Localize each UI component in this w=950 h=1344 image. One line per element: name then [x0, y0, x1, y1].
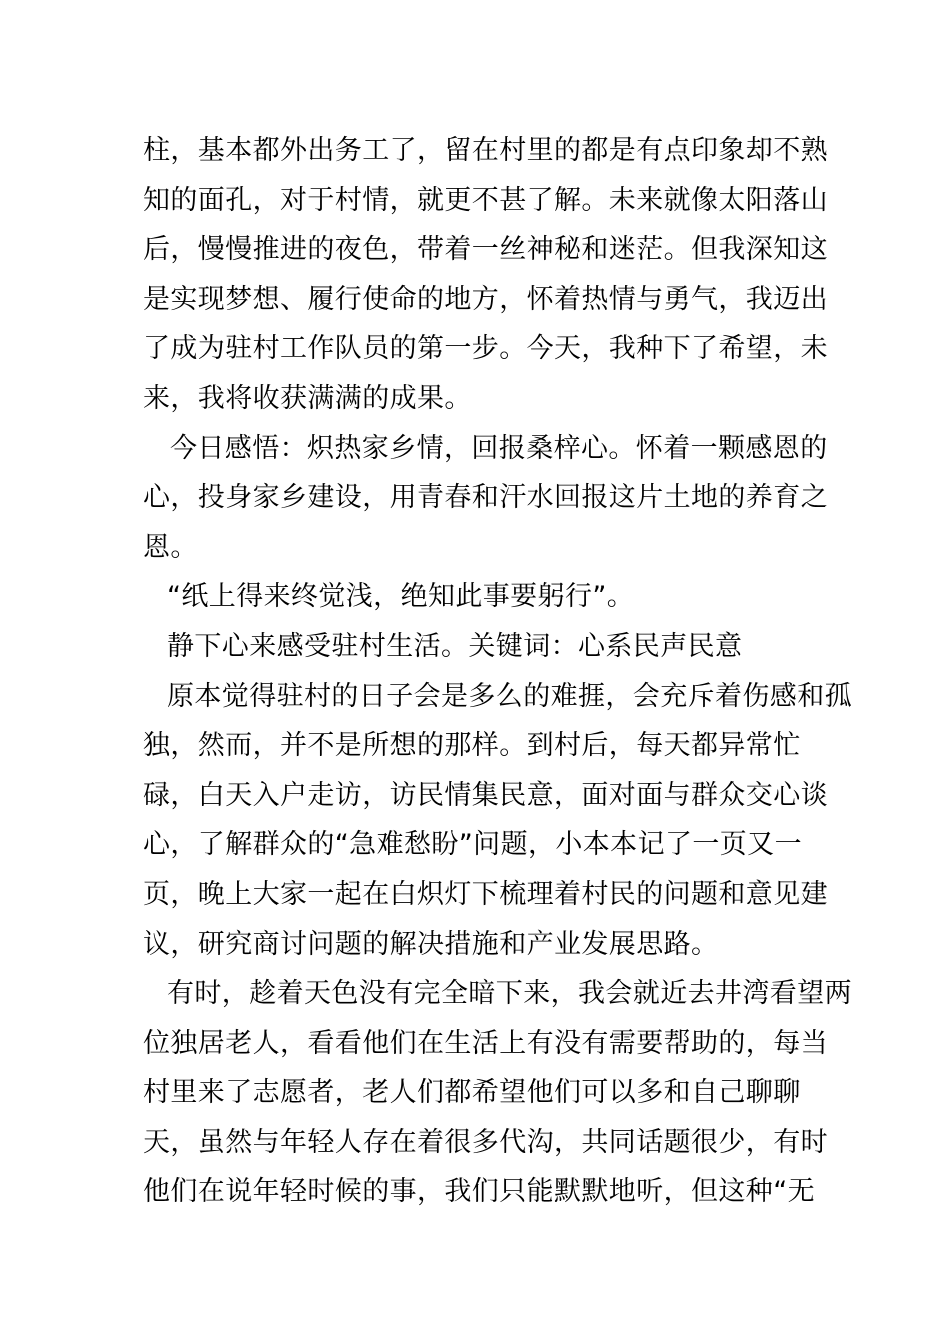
text-line: 议，研究商讨问题的解决措施和产业发展思路。 — [143, 928, 719, 960]
text-line: 原本觉得驻村的日子会是多么的难捱，会充斥着伤感和孤 — [167, 680, 852, 712]
body-text — [143, 126, 852, 1217]
text-line: 是实现梦想、履行使命的地方，怀着热情与勇气，我迈出 — [143, 283, 828, 315]
text-line: 了成为驻村工作队员的第一步。今天，我种下了希望，未 — [143, 333, 828, 365]
text-line: 独，然而，并不是所想的那样。到村后，每天都异常忙 — [143, 730, 801, 762]
text-line: 恩。 — [143, 531, 198, 563]
quote-line: “纸上得来终觉浅，绝知此事要躬行”。 — [167, 581, 635, 613]
text-line: 位独居老人，看看他们在生活上有没有需要帮助的，每当 — [143, 1027, 828, 1059]
text-line: 知的面孔，对于村情，就更不甚了解。未来就像太阳落山 — [143, 184, 828, 216]
text-line: 今日感悟：炽热家乡情，回报桑梓心。怀着一颗感恩的 — [170, 432, 828, 464]
text-line: 来，我将收获满满的成果。 — [143, 382, 472, 414]
text-line: 柱，基本都外出务工了，留在村里的都是有点印象却不熟 — [143, 135, 828, 166]
text-line: 碌，白天入户走访，访民情集民意，面对面与群众交心谈 — [143, 779, 828, 811]
text-line: 村里来了志愿者，老人们都希望他们可以多和自己聊聊 — [143, 1077, 801, 1109]
text-line: 页，晚上大家一起在白炽灯下梳理着村民的问题和意见建 — [143, 878, 828, 910]
text-line: 天，虽然与年轻人存在着很多代沟，共同话题很少，有时 — [143, 1126, 828, 1158]
text-line: 心，投身家乡建设，用青春和汗水回报这片土地的养育之 — [143, 482, 828, 514]
section-heading-line: 静下心来感受驻村生活。关键词：心系民声民意 — [167, 630, 743, 662]
text-line: 心，了解群众的“急难愁盼”问题，小本本记了一页又一 — [143, 829, 802, 861]
text-line: 他们在说年轻时候的事，我们只能默默地听，但这种“无 — [143, 1176, 815, 1208]
text-line: 后，慢慢推进的夜色，带着一丝神秘和迷茫。但我深知这 — [143, 234, 828, 266]
text-line: 有时，趁着天色没有完全暗下来，我会就近去井湾看望两 — [167, 978, 852, 1010]
